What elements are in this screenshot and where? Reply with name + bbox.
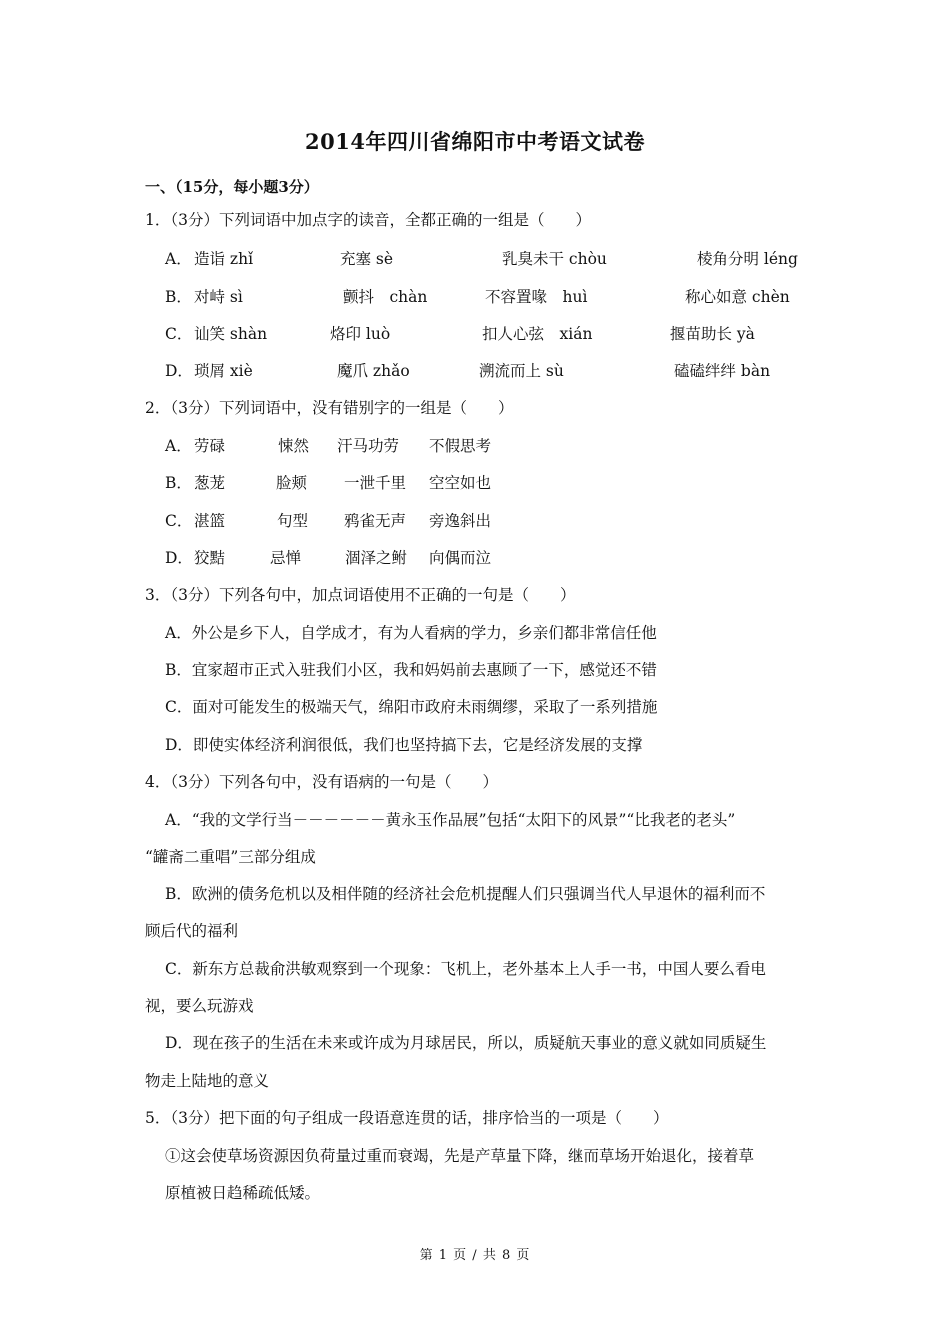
option-item: 琐屑 xiè bbox=[194, 362, 253, 380]
question-4-option-d-line2: 物走上陆地的意义 bbox=[145, 1072, 270, 1090]
question-2-stem: 2．（3分）下列词语中，没有错别字的一组是（ ） bbox=[145, 399, 514, 417]
option-item: 旁逸斜出 bbox=[429, 512, 492, 530]
option-label: A． bbox=[165, 250, 192, 268]
option-item: 充塞 sè bbox=[340, 250, 394, 268]
option-item: 棱角分明 léng bbox=[697, 250, 798, 268]
option-label: C． bbox=[165, 325, 193, 343]
option-item: 称心如意 chèn bbox=[685, 288, 790, 306]
option-label: B． bbox=[165, 474, 192, 492]
option-item: 狡黠 bbox=[194, 549, 226, 567]
section-heading: 一、（15分，每小题3分） bbox=[145, 178, 319, 196]
option-item: 葱茏 bbox=[194, 474, 226, 492]
question-4-option-a-line1: A．“我的文学行当－－－－－－黄永玉作品展”包括“太阳下的风景”“比我老的老头” bbox=[165, 811, 736, 829]
option-label: C． bbox=[165, 512, 193, 530]
question-4-option-b-line2: 顾后代的福利 bbox=[145, 922, 239, 940]
question-4-option-a-line2: “罐斋二重唱”三部分组成 bbox=[145, 848, 316, 866]
question-5-sentence-1-line2: 原植被日趋稀疏低矮。 bbox=[165, 1184, 321, 1202]
option-item: 劳碌 bbox=[194, 437, 226, 455]
question-4-option-d-line1: D．现在孩子的生活在未来或许成为月球居民，所以，质疑航天事业的意义就如同质疑生 bbox=[165, 1034, 767, 1052]
option-item: 磕磕绊绊 bàn bbox=[674, 362, 771, 380]
option-item: 不容置喙 huì bbox=[485, 288, 588, 306]
option-label: D． bbox=[165, 362, 193, 380]
question-3-option-c: C．面对可能发生的极端天气，绵阳市政府未雨绸缪，采取了一系列措施 bbox=[165, 698, 658, 716]
option-item: 扣人心弦 xián bbox=[482, 325, 593, 343]
option-label: B． bbox=[165, 288, 192, 306]
option-item: 脸颊 bbox=[276, 474, 308, 492]
question-3-option-b: B．宜家超市正式入驻我们小区，我和妈妈前去惠顾了一下，感觉还不错 bbox=[165, 661, 657, 679]
question-4-option-c-line2: 视，要么玩游戏 bbox=[145, 997, 254, 1015]
question-4-stem: 4．（3分）下列各句中，没有语病的一句是（ ） bbox=[145, 773, 498, 791]
option-item: 乳臭未干 chòu bbox=[502, 250, 607, 268]
option-item: 造诣 zhǐ bbox=[194, 250, 254, 268]
option-item: 汗马功劳 bbox=[337, 437, 400, 455]
exam-title: 2014年四川省绵阳市中考语文试卷 bbox=[305, 129, 645, 154]
option-item: 空空如也 bbox=[429, 474, 492, 492]
question-3-option-a: A．外公是乡下人，自学成才，有为人看病的学力，乡亲们都非常信任他 bbox=[165, 624, 657, 642]
option-item: 烙印 luò bbox=[330, 325, 391, 343]
question-1-stem: 1．（3分）下列词语中加点字的读音，全都正确的一组是（ ） bbox=[145, 211, 591, 229]
option-item: 揠苗助长 yà bbox=[670, 325, 755, 343]
question-5-stem: 5．（3分）把下面的句子组成一段语意连贯的话，排序恰当的一项是（ ） bbox=[145, 1109, 669, 1127]
question-3-stem: 3．（3分）下列各句中，加点词语使用不正确的一句是（ ） bbox=[145, 586, 576, 604]
option-item: 悚然 bbox=[278, 437, 310, 455]
option-item: 颤抖 chàn bbox=[343, 288, 428, 306]
option-item: 忌惮 bbox=[270, 549, 302, 567]
option-item: 句型 bbox=[277, 512, 309, 530]
question-4-option-b-line1: B．欧洲的债务危机以及相伴随的经济社会危机提醒人们只强调当代人早退休的福利而不 bbox=[165, 885, 766, 903]
option-item: 鸦雀无声 bbox=[344, 512, 407, 530]
page-footer: 第 1 页 / 共 8 页 bbox=[419, 1248, 531, 1263]
option-item: 对峙 sì bbox=[194, 288, 243, 306]
question-5-sentence-1-line1: ①这会使草场资源因负荷量过重而衰竭，先是产草量下降，继而草场开始退化，接着草 bbox=[165, 1147, 755, 1165]
option-label: A． bbox=[165, 437, 192, 455]
option-item: 溯流而上 sù bbox=[479, 362, 564, 380]
option-item: 不假思考 bbox=[429, 437, 492, 455]
question-3-option-d: D．即使实体经济利润很低，我们也坚持搞下去，它是经济发展的支撑 bbox=[165, 736, 643, 754]
question-4-option-c-line1: C．新东方总裁俞洪敏观察到一个现象：飞机上，老外基本上人手一书，中国人要么看电 bbox=[165, 960, 766, 978]
option-item: 魔爪 zhǎo bbox=[337, 362, 410, 380]
option-item: 讪笑 shàn bbox=[194, 325, 268, 343]
option-item: 一泄千里 bbox=[344, 474, 407, 492]
option-item: 向偶而泣 bbox=[429, 549, 492, 567]
option-label: D． bbox=[165, 549, 193, 567]
option-item: 涸泽之鲋 bbox=[345, 549, 408, 567]
option-item: 湛篮 bbox=[194, 512, 226, 530]
